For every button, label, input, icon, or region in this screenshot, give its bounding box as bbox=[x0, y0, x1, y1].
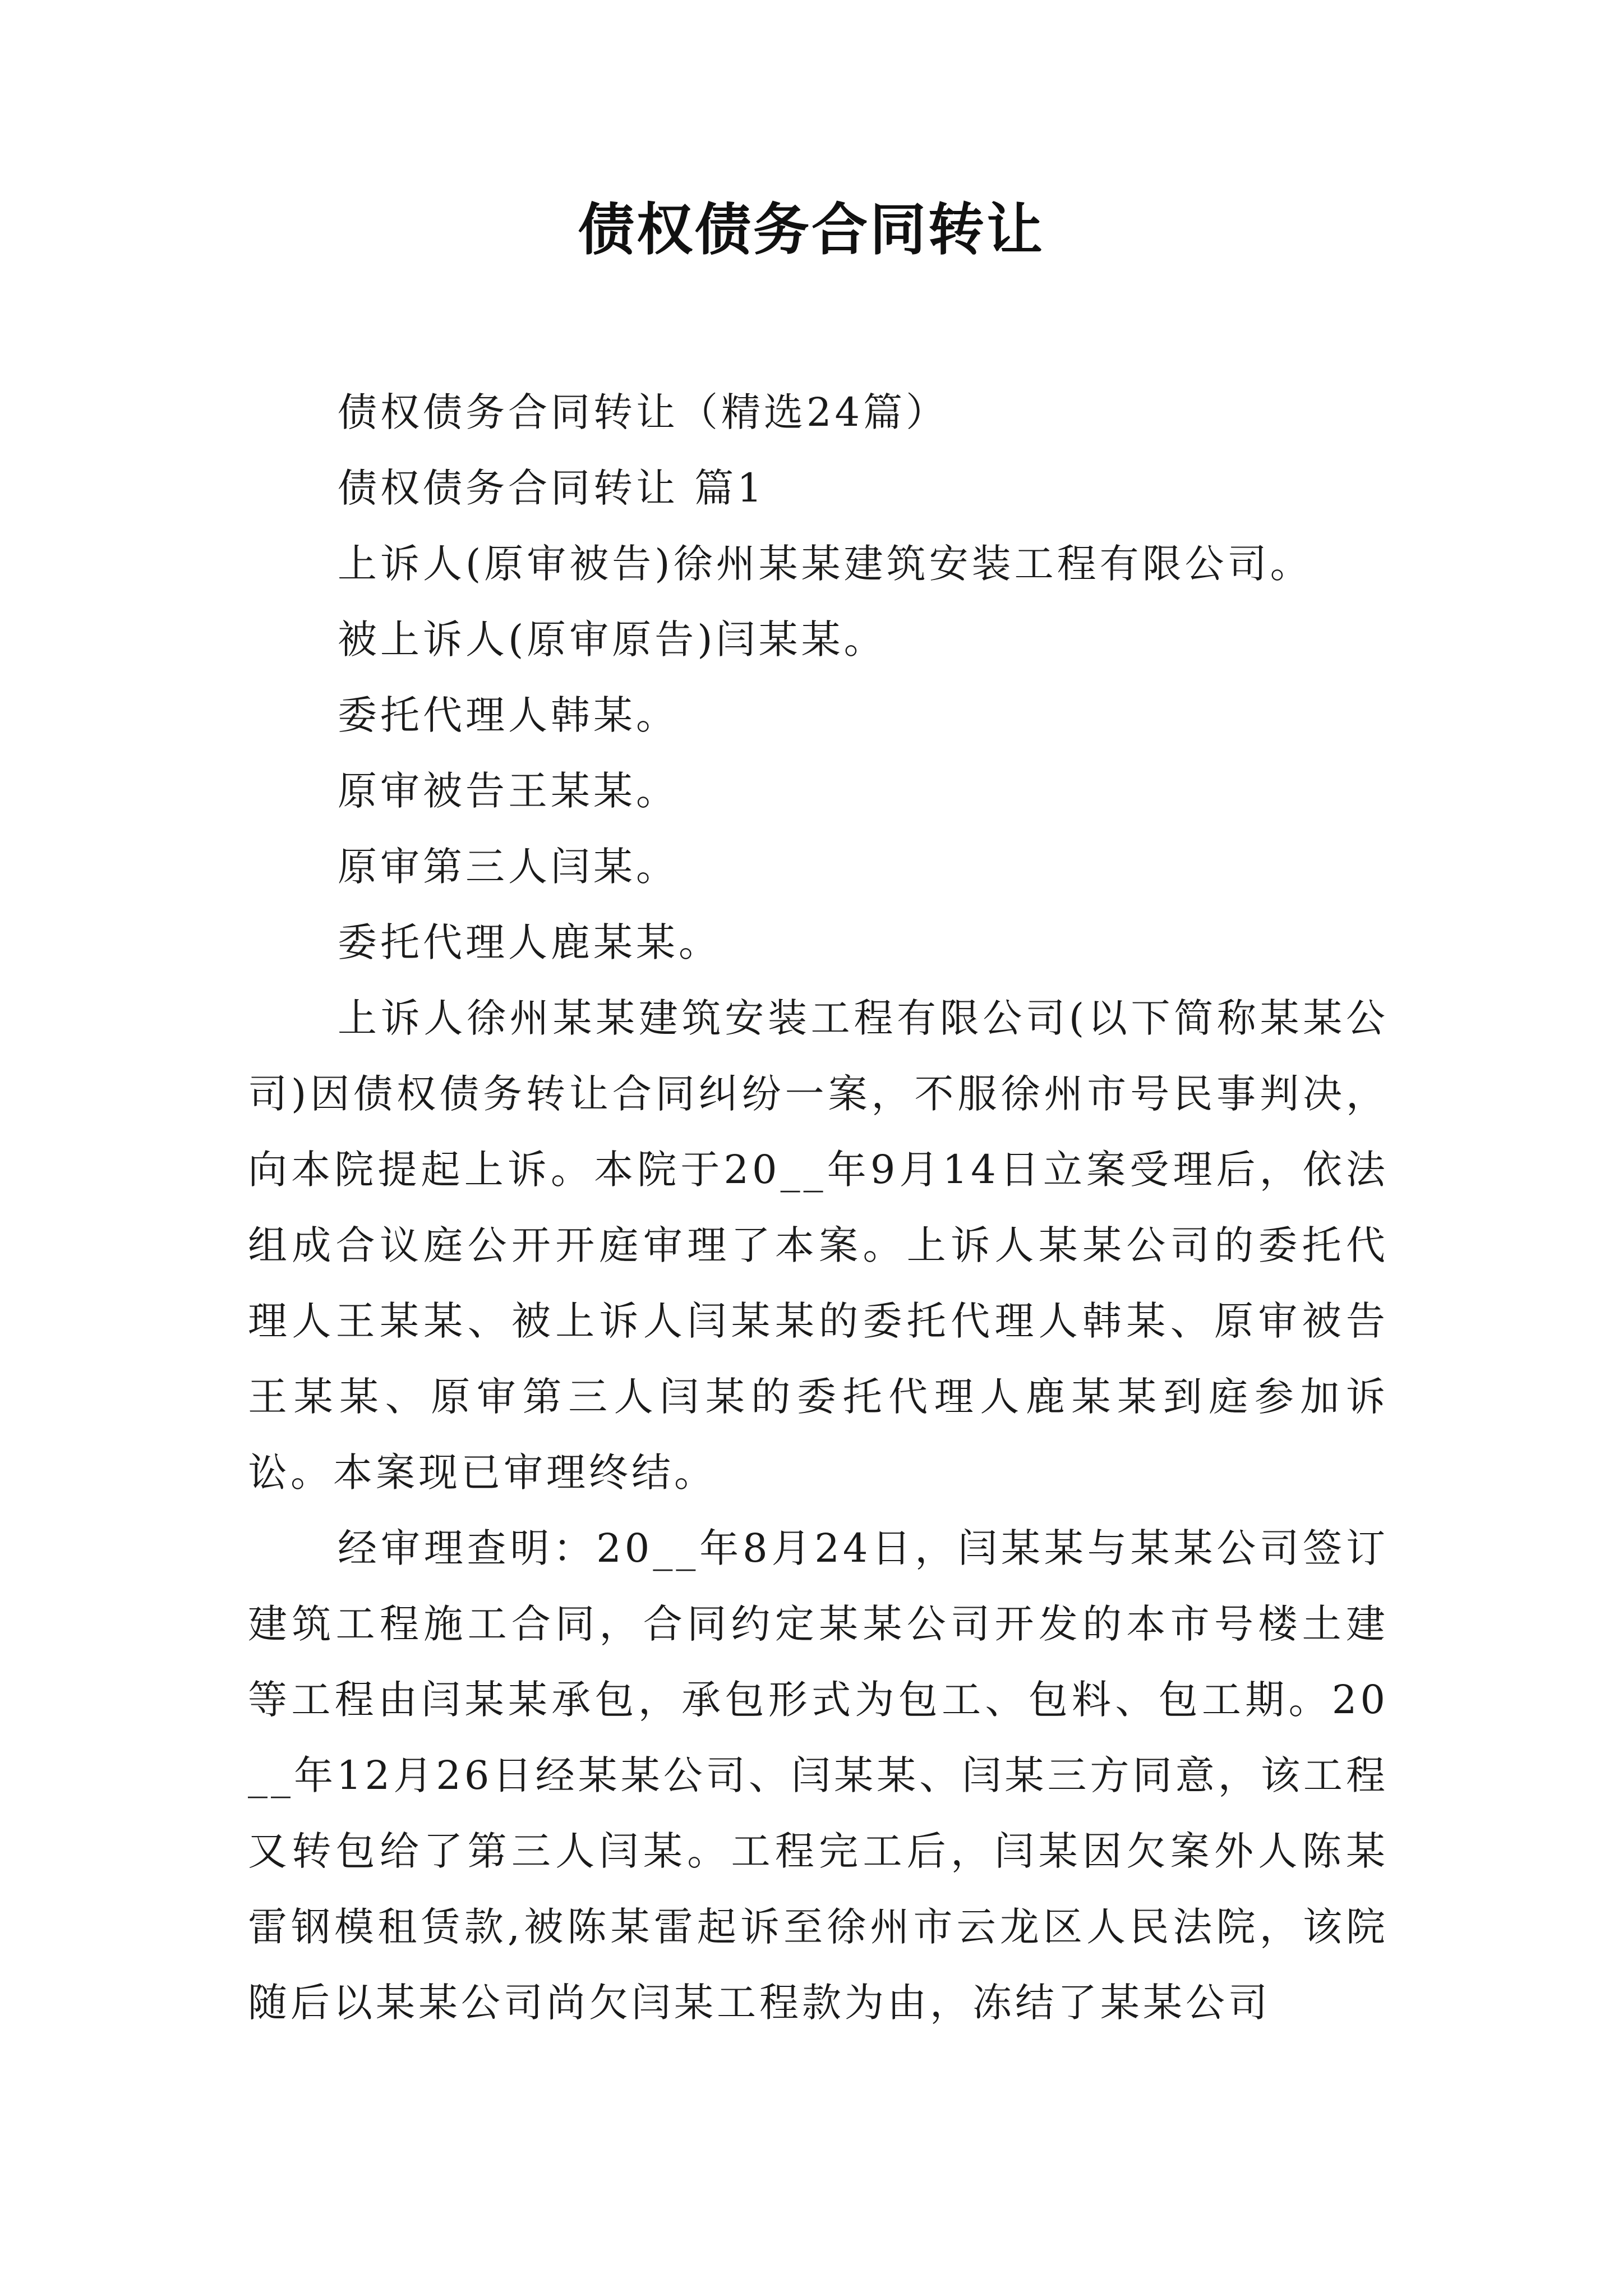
paragraph-original-defendant: 原审被告王某某。 bbox=[338, 768, 679, 814]
paragraph-agent-1: 委托代理人韩某。 bbox=[338, 692, 679, 738]
paragraph-appellant: 上诉人(原审被告)徐州某某建筑安装工程有限公司。 bbox=[338, 541, 1313, 587]
paragraph-third-party: 原审第三人闫某。 bbox=[338, 844, 679, 890]
paragraph-section-heading: 债权债务合同转让 篇1 bbox=[338, 465, 766, 511]
document-body bbox=[248, 375, 1389, 2041]
paragraph-agent-2: 委托代理人鹿某某。 bbox=[338, 919, 721, 965]
paragraph-findings: 经审理查明：20__年8月24日，闫某某与某某公司签订建筑工程施工合同，合同约定某某公司开发的本市号楼土建等工程由闫某某承包，承包形式为包工、包料、包工期。20__年12月26日经某某公司、闫某某、闫某三方同意，该工程又转包给了第三人闫某。工程完工后，闫某因欠案外人陈某雷钢模租赁款,被陈某雷起诉至徐州市云龙区人民法院，该院随后以某某公司尚欠闫某工程款为由，冻结了某某公司 bbox=[248, 1525, 1389, 2026]
paragraph-appellee: 被上诉人(原审原告)闫某某。 bbox=[338, 616, 887, 662]
document-title: 债权债务合同转让 bbox=[578, 197, 1045, 263]
paragraph-case-intro: 上诉人徐州某某建筑安装工程有限公司(以下简称某某公司)因债权债务转让合同纠纷一案，不服徐州市号民事判决，向本院提起上诉。本院于20__年9月14日立案受理后，依法组成合议庭公开开庭审理了本案。上诉人某某公司的委托代理人王某某、被上诉人闫某某的委托代理人韩某、原审被告王某某、原审第三人闫某的委托代理人鹿某某到庭参加诉讼。本案现已审理终结。 bbox=[248, 995, 1389, 1496]
paragraph-subtitle: 债权债务合同转让（精选24篇） bbox=[338, 389, 949, 435]
